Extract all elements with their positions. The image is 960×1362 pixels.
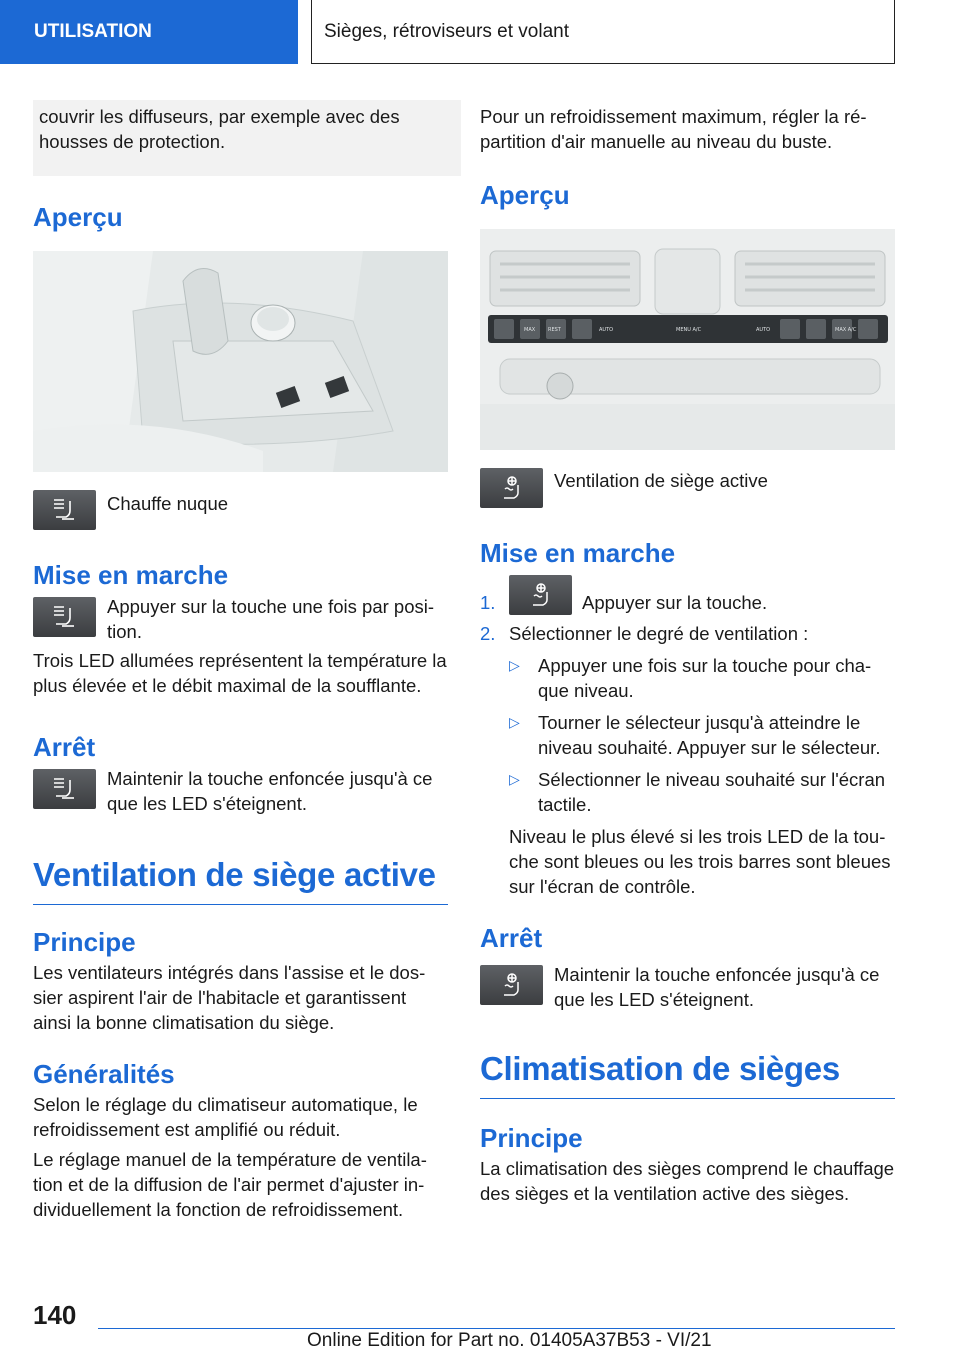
intro-text: Pour un refroidissement maximum, régler la répartition d'air manuelle au niveau du buste.	[480, 106, 867, 152]
header-chapter: Sièges, rétroviseurs et volant	[311, 0, 895, 64]
principe-text-right: La climatisation des sièges comprend le chauffage des sièges et la ventilation active des sièges.	[480, 1158, 895, 1204]
mise-heading-right: Mise en marche	[480, 538, 676, 568]
seat-neck-heat-icon	[33, 597, 96, 637]
mise-heading-left: Mise en marche	[33, 560, 229, 590]
ventilation-title: Ventilation de siège active	[33, 856, 448, 905]
seat-ventilation-icon	[480, 965, 543, 1005]
panel-btn-max: MAX	[524, 327, 536, 333]
page-number: 140	[33, 1300, 77, 1330]
step-note: Niveau le plus élevé si les trois LED de la touche sont bleues ou les trois barres sont bleues sur l'écran de contrôle.	[509, 826, 891, 897]
steps-list	[480, 575, 895, 646]
seat-ventilation-icon	[509, 575, 572, 615]
arret-heading-left: Arrêt	[33, 732, 96, 762]
bullet-item	[509, 767, 895, 817]
arret-row-right	[480, 962, 895, 1012]
bullet-text: Tourner le sélecteur jusqu'à atteindre le niveau souhaité. Appuyer sur le sélecteur.	[538, 712, 881, 758]
general-heading: Généralités	[33, 1059, 175, 1089]
apercu-heading-right: Aperçu	[480, 180, 570, 210]
arret-text-left: Maintenir la touche enfoncée jusqu'à ce que les LED s'éteignent.	[107, 768, 433, 814]
chauffe-label: Chauffe nuque	[107, 493, 229, 514]
bullet-text: Sélectionner le niveau souhaité sur l'écran tactile.	[538, 769, 886, 815]
vent-label-row	[480, 468, 895, 508]
principe-heading-right: Principe	[480, 1123, 583, 1153]
console-photo	[33, 251, 448, 472]
seat-neck-heat-icon	[33, 490, 96, 530]
step-1-text: Appuyer sur la touche.	[582, 592, 768, 613]
mise-row-left	[33, 594, 448, 644]
mise-para-left: Trois LED allumées représentent la température la plus élevée et le débit maximal de la soufflante.	[33, 650, 447, 696]
arret-row-left	[33, 766, 448, 816]
step-1	[480, 575, 895, 615]
step-2	[480, 621, 895, 646]
arret-text-right: Maintenir la touche enfoncée jusqu'à ce que les LED s'éteignent.	[554, 964, 880, 1010]
vent-label: Ventilation de siège active	[554, 470, 768, 491]
footer-divider	[98, 1328, 895, 1329]
panel-btn-auto-right: AUTO	[756, 327, 771, 333]
general-p1: Selon le réglage du climatiseur automatique, le refroidissement est amplifié ou réduit.	[33, 1094, 418, 1140]
right-column	[480, 100, 895, 1206]
bullet-item	[509, 710, 895, 760]
panel-btn-auto-left: AUTO	[599, 327, 614, 333]
arret-heading-right: Arrêt	[480, 923, 543, 953]
apercu-heading: Aperçu	[33, 202, 123, 232]
climatisation-title: Climatisation de sièges	[480, 1050, 895, 1099]
panel-btn-menu: MENU A/C	[676, 327, 702, 333]
note-text: couvrir les diffuseurs, par exemple avec des housses de protection.	[39, 106, 400, 152]
panel-btn-rest: REST	[548, 327, 561, 333]
principe-text-left: Les ventilateurs intégrés dans l'assise et le dossier aspirent l'air de l'habitacle et garantissent ainsi la bonne climatisation du siège.	[33, 962, 426, 1033]
bullet-item	[509, 653, 895, 703]
step-1-number: 1.	[480, 592, 496, 613]
bullet-triangle-icon: ▷	[509, 771, 520, 787]
bullet-text: Appuyer une fois sur la touche pour chaque niveau.	[538, 655, 872, 701]
step-2-text: Sélectionner le degré de ventilation :	[509, 623, 809, 644]
mise-text-left: Appuyer sur la touche une fois par position.	[107, 596, 435, 642]
bullet-triangle-icon: ▷	[509, 714, 520, 730]
left-column	[33, 100, 448, 1222]
bullet-triangle-icon: ▷	[509, 657, 520, 673]
seat-ventilation-icon	[480, 468, 543, 508]
header-section: UTILISATION	[0, 0, 298, 64]
principe-heading-left: Principe	[33, 927, 136, 957]
footer-edition: Online Edition for Part no. 01405A37B53 - VI/21	[307, 1330, 712, 1351]
note-box	[33, 100, 461, 176]
seat-neck-heat-icon	[33, 769, 96, 809]
general-p2: Le réglage manuel de la température de ventilation et de la diffusion de l'air permet d'ajuster individuellement la fonction de refroidissement.	[33, 1149, 427, 1220]
climate-panel-photo	[480, 229, 895, 450]
neck-heat-row	[33, 490, 448, 530]
step-2-number: 2.	[480, 623, 496, 644]
panel-btn-max-ac: MAX A/C	[835, 327, 857, 333]
